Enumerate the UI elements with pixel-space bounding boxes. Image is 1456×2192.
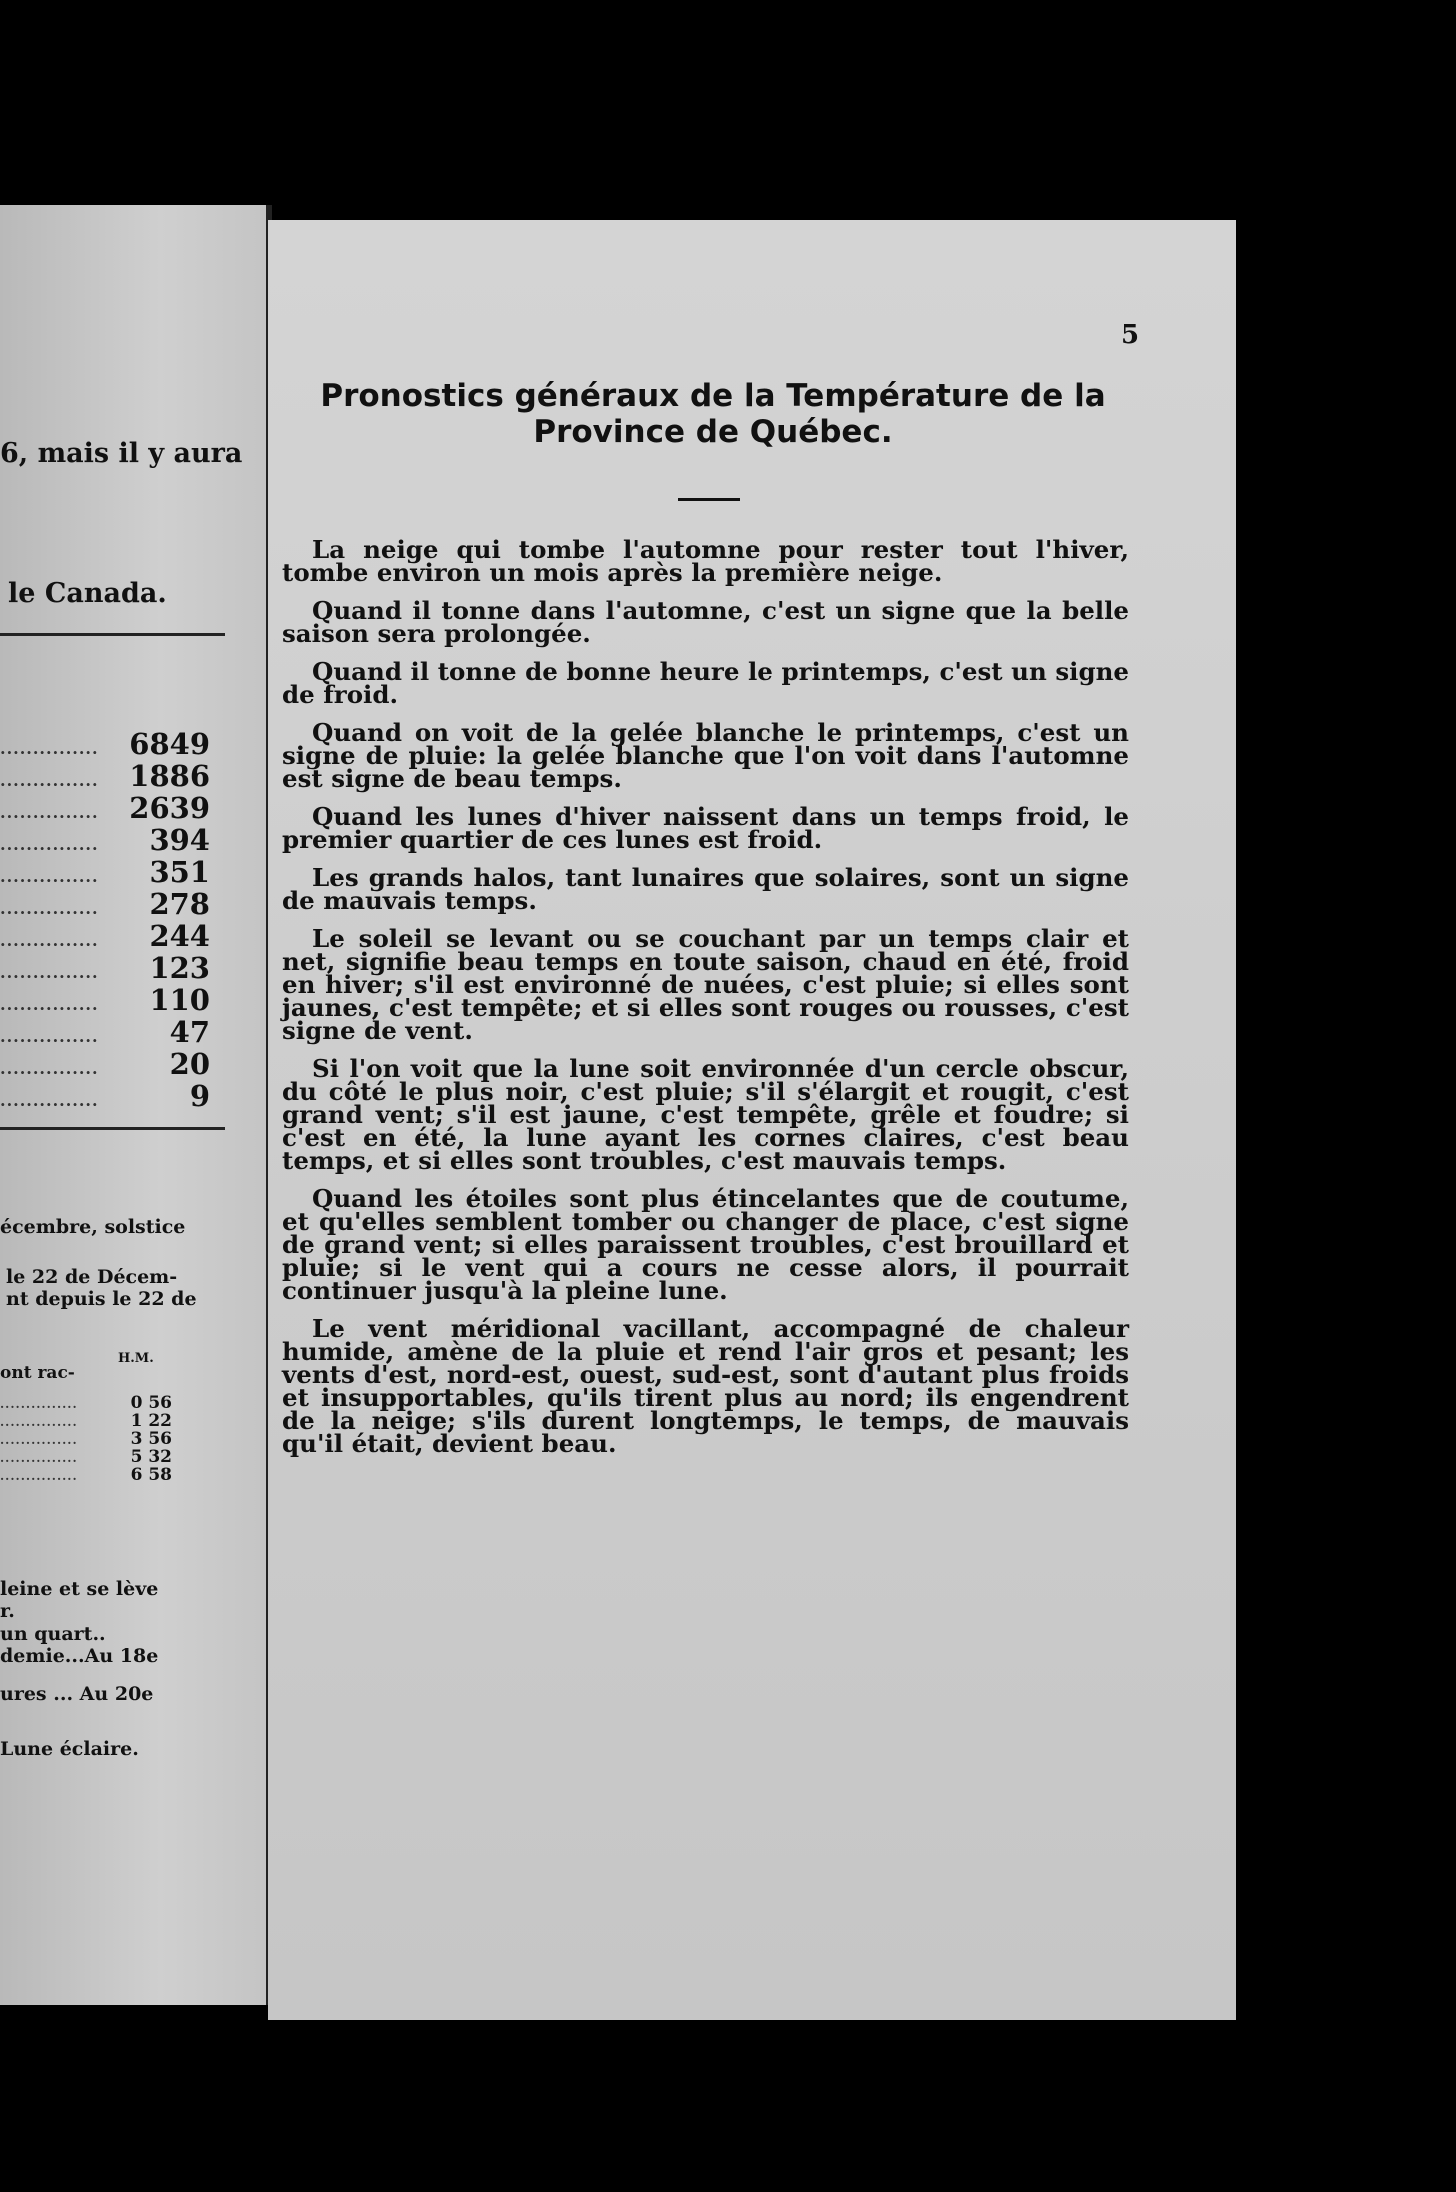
left-table-row: ............... 9 [0, 1079, 210, 1113]
left-fragment-quart: un quart.. [0, 1623, 106, 1645]
left-time-row: ............... 6 58 [0, 1465, 172, 1485]
title-divider [678, 498, 740, 501]
paragraph: Quand les lunes d'hiver naissent dans un temps froid, le premier quartier de ces lunes est froid. [282, 802, 1129, 854]
left-table-row: ............... 20 [0, 1047, 210, 1081]
paragraph: Le vent méridional vacillant, accompagné de chaleur humide, amène de la pluie et rend l'air gros et pesant; les vents d'est, nord-est, ouest, sud-est, sont d'autant plus froids et insupportables, qu'ils tirent plus au nord; ils engendrent de la neige; s'ils durent longtemps, le temps, de mauvais qu'il était, devient beau. [282, 1314, 1129, 1458]
left-table-row: ............... 278 [0, 887, 210, 921]
left-table-row: ............... 394 [0, 823, 210, 857]
paragraph: Les grands halos, tant lunaires que solaires, sont un signe de mauvais temps. [282, 863, 1129, 915]
left-fragment-pleine: leine et se lève [0, 1578, 159, 1600]
left-fragment-mais: 6, mais il y aura [0, 438, 243, 469]
left-divider [0, 633, 225, 636]
paragraph: Si l'on voit que la lune soit environnée d'un cercle obscur, du côté le plus noir, c'est pluie; s'il s'élargit et rougit, c'est grand vent; s'il est jaune, c'est tempête, grêle et foudre; si c'est en été, la lune ayant les cornes claires, c'est beau temps, et si elles sont troubles, c'est mauvais temps. [282, 1054, 1129, 1175]
left-fragment-lune: Lune éclaire. [0, 1738, 139, 1760]
paragraph: Le soleil se levant ou se couchant par un temps clair et net, signifie beau temps en toute saison, chaud en été, froid en hiver; s'il est environné de nuées, c'est pluie; si elles sont jaunes, c'est tempête; et si elles sont rouges ou rousses, c'est signe de vent. [282, 924, 1129, 1045]
left-table-row: ............... 110 [0, 983, 210, 1017]
left-fragment-solstice: écembre, solstice [0, 1216, 186, 1238]
left-fragment-r: r. [0, 1600, 15, 1622]
left-table-row: ............... 2639 [0, 791, 210, 825]
left-time-row: ............... 1 22 [0, 1411, 172, 1431]
left-page-fragment [0, 205, 268, 2005]
left-table-row: ............... 351 [0, 855, 210, 889]
paragraph: Quand on voit de la gelée blanche le printemps, c'est un signe de pluie: la gelée blanche que l'on voit dans l'automne est signe de beau temps. [282, 718, 1129, 793]
left-divider [0, 1127, 225, 1130]
left-fragment-canada: le Canada. [8, 578, 167, 609]
left-fragment-hm: H.M. [118, 1351, 154, 1366]
left-fragment-ontrac: ont rac- [0, 1363, 75, 1383]
left-fragment-ures: ures ... Au 20e [0, 1683, 154, 1705]
page-title [298, 378, 1128, 450]
right-page [268, 220, 1236, 2020]
left-time-row: ............... 0 56 [0, 1393, 172, 1413]
title-line-2: Province de Québec. [533, 414, 893, 450]
left-time-row: ............... 5 32 [0, 1447, 172, 1467]
left-table-row: ............... 1886 [0, 759, 210, 793]
left-table-row: ............... 47 [0, 1015, 210, 1049]
paragraph: La neige qui tombe l'automne pour rester tout l'hiver, tombe environ un mois après la première neige. [282, 535, 1129, 587]
left-table-row: ............... 6849 [0, 727, 210, 761]
left-time-row: ............... 3 56 [0, 1429, 172, 1449]
article-body [282, 535, 1129, 1470]
paragraph: Quand les étoiles sont plus étincelantes que de coutume, et qu'elles semblent tomber ou changer de place, c'est signe de grand vent; si elles paraissent troubles, c'est brouillard et pluie; si le vent qui a cours ne cesse alors, il pourrait continuer jusqu'à la pleine lune. [282, 1184, 1129, 1305]
left-fragment-22dec-2: nt depuis le 22 de [6, 1288, 197, 1310]
left-fragment-22dec-1: le 22 de Décem- [6, 1266, 178, 1288]
left-fragment-demie: demie...Au 18e [0, 1645, 159, 1667]
left-table-row: ............... 244 [0, 919, 210, 953]
page-number: 5 [1121, 320, 1140, 350]
title-line-1: Pronostics généraux de la Température de la [320, 378, 1106, 414]
paragraph: Quand il tonne dans l'automne, c'est un signe que la belle saison sera prolongée. [282, 596, 1129, 648]
paragraph: Quand il tonne de bonne heure le printemps, c'est un signe de froid. [282, 657, 1129, 709]
left-table-row: ............... 123 [0, 951, 210, 985]
